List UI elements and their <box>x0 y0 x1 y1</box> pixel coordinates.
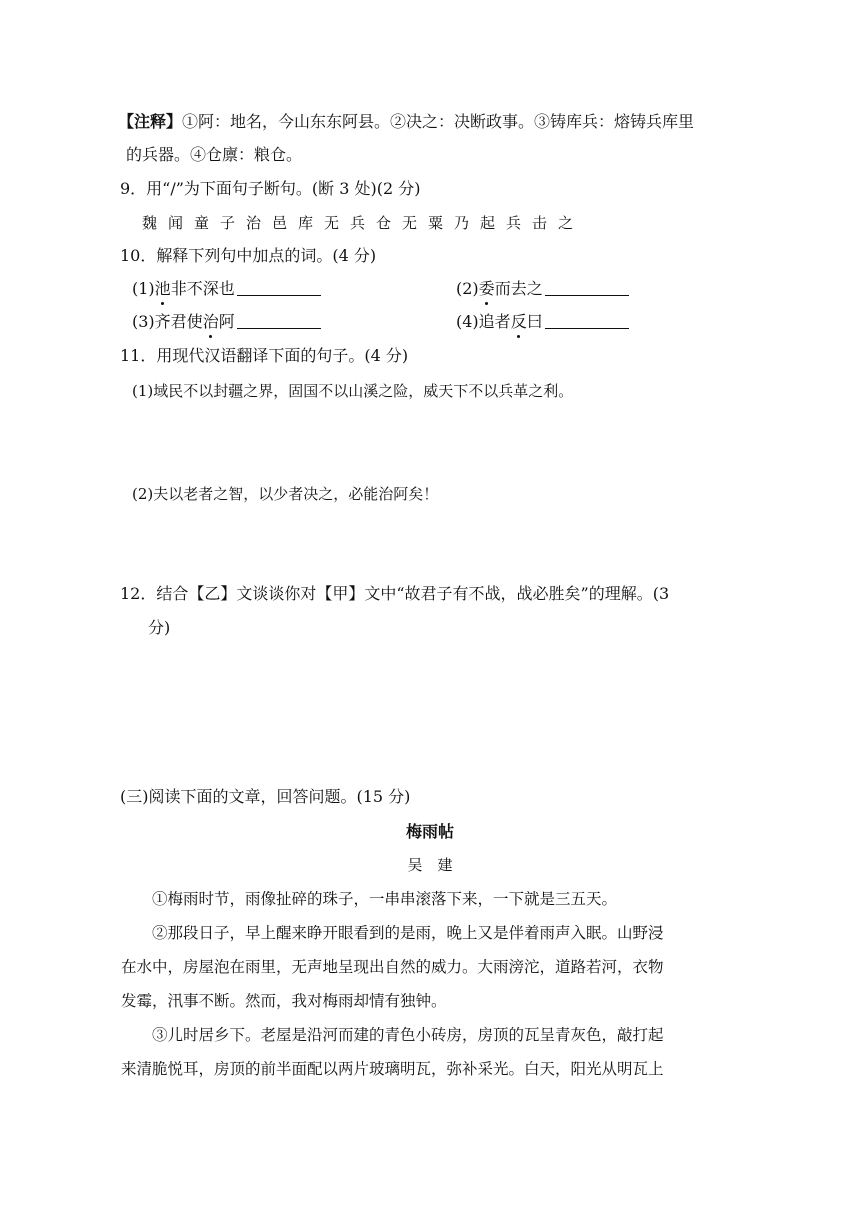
annotation-text-1: ①阿：地名，今山东东阿县。②决之：决断政事。③铸库兵：熔铸兵库里 <box>182 112 695 131</box>
q10-item-2-after: 而去之 <box>494 279 543 298</box>
section-3-heading: (三)阅读下面的文章，回答问题。(15 分) <box>120 787 411 806</box>
q10-item-1-dotted-word: 池 <box>154 279 171 298</box>
article-author: 吴 建 <box>407 856 453 874</box>
q10-item-3 <box>132 312 321 332</box>
q10-item-2-answer-blank[interactable] <box>545 279 629 296</box>
q10-item-4-before: 追者 <box>478 312 511 331</box>
q10-item-4-dotted-word: 反 <box>510 312 527 331</box>
paragraph-2-line-3: 发霉，汛事不断。然而，我对梅雨却情有独钟。 <box>121 992 447 1010</box>
paragraph-3-line-1: ③儿时居乡下。老屋是沿河而建的青色小砖房，房顶的瓦呈青灰色，敲打起 <box>152 1026 664 1044</box>
paragraph-3-line-2: 来清脆悦耳，房顶的前半面配以两片玻璃明瓦，弥补采光。白天，阳光从明瓦上 <box>121 1060 664 1078</box>
q10-item-4-after: 曰 <box>526 312 543 331</box>
q10-item-3-after: 阿 <box>218 312 235 331</box>
question-10-prompt: 10．解释下列句中加点的词。(4 分) <box>120 246 377 265</box>
q10-item-3-before: 齐君使 <box>154 312 203 331</box>
q10-item-3-dotted-word: 治 <box>202 312 219 331</box>
q10-item-2-num: (2) <box>456 279 479 298</box>
q10-item-1-after: 非不深也 <box>170 279 235 298</box>
annotation-line-1 <box>118 112 694 132</box>
q10-item-4 <box>456 312 629 332</box>
article-title: 梅雨帖 <box>405 822 454 841</box>
q10-item-4-num: (4) <box>456 312 479 331</box>
q10-item-1-num: (1) <box>132 279 155 298</box>
q10-item-3-answer-blank[interactable] <box>237 312 321 329</box>
q10-item-4-answer-blank[interactable] <box>545 312 629 329</box>
question-12-line-1: 12．结合【乙】文谈谈你对【甲】文中“故君子有不战，战必胜矣”的理解。(3 <box>120 584 670 603</box>
question-9-sentence: 魏闻童子治邑库无兵仓无粟乃起兵击之 <box>142 214 585 232</box>
annotation-line-2: 的兵器。④仓廪：粮仓。 <box>126 145 303 164</box>
paragraph-2-line-1: ②那段日子，早上醒来睁开眼看到的是雨，晚上又是伴着雨声入眠。山野浸 <box>152 924 664 942</box>
question-12-line-2: 分) <box>148 618 171 637</box>
paragraph-1: ①梅雨时节，雨像扯碎的珠子，一串串滚落下来，一下就是三五天。 <box>152 890 618 908</box>
q10-item-2 <box>456 279 629 299</box>
q10-item-3-num: (3) <box>132 312 155 331</box>
q10-item-1-answer-blank[interactable] <box>237 279 321 296</box>
annotation-label: 【注释】 <box>118 112 183 131</box>
paragraph-2-line-2: 在水中，房屋泡在雨里，无声地呈现出自然的威力。大雨滂沱，道路若河，衣物 <box>121 958 664 976</box>
question-11-sentence-2: (2)夫以老者之智，以少者决之，必能治阿矣！ <box>132 485 439 503</box>
q10-item-1 <box>132 279 321 299</box>
question-11-prompt: 11．用现代汉语翻译下面的句子。(4 分) <box>120 346 409 365</box>
question-9-prompt: 9．用“/”为下面句子断句。(断 3 处)(2 分) <box>120 179 421 198</box>
q10-item-2-dotted-word: 委 <box>478 279 495 298</box>
question-11-sentence-1: (1)域民不以封疆之界，固国不以山溪之险，威天下不以兵革之利。 <box>132 382 574 400</box>
